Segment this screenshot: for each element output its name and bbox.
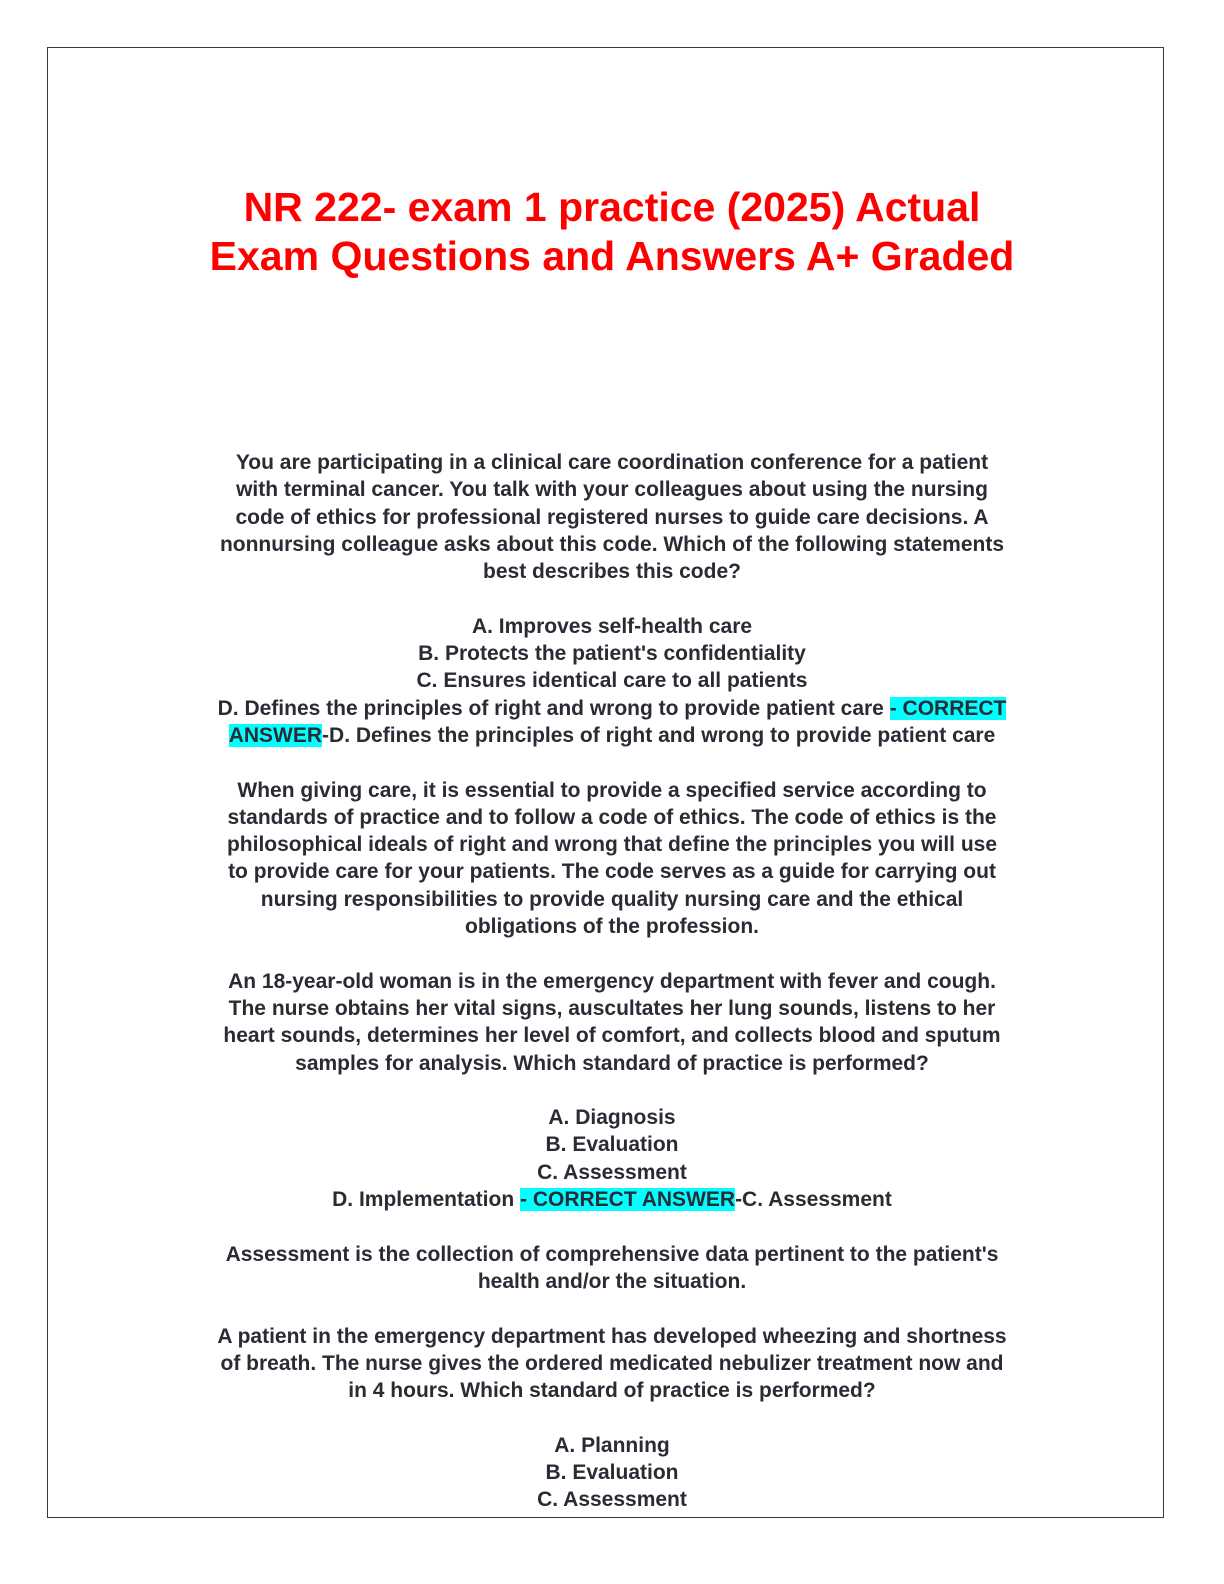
question-stem-line: nonnursing colleague asks about this code. Which of the following statements bbox=[219, 532, 1005, 556]
question-stem-line: best describes this code? bbox=[483, 560, 741, 584]
question-stem-line: of breath. The nurse gives the ordered medicated nebulizer treatment now and bbox=[220, 1351, 1004, 1375]
question-stem-line: A patient in the emergency department has developed wheezing and shortness bbox=[217, 1324, 1007, 1348]
document-body bbox=[140, 449, 1084, 1514]
rationale-line: health and/or the situation. bbox=[477, 1269, 747, 1293]
question-3-options bbox=[140, 1432, 1084, 1514]
question-1-rationale bbox=[140, 777, 1084, 941]
rationale-line: standards of practice and to follow a code of ethics. The code of ethics is the bbox=[227, 805, 997, 829]
answer-option: B. Evaluation bbox=[545, 1460, 679, 1484]
answer-option: C. Assessment bbox=[537, 1488, 687, 1512]
rationale-line: obligations of the profession. bbox=[465, 915, 759, 939]
question-stem-line: heart sounds, determines her level of comfort, and collects blood and sputum bbox=[223, 1024, 1001, 1048]
correct-answer-text: -C. Assessment bbox=[735, 1188, 892, 1212]
correct-answer-marker: ANSWER bbox=[228, 723, 323, 747]
question-stem-line: You are participating in a clinical care coordination conference for a patient bbox=[235, 451, 989, 474]
correct-answer-marker: - CORRECT bbox=[889, 696, 1007, 720]
question-stem-line: code of ethics for professional registered nurses to guide care decisions. A bbox=[235, 505, 989, 529]
answer-option-with-marker bbox=[140, 1186, 1084, 1213]
answer-option: D. Implementation bbox=[332, 1188, 515, 1212]
question-stem-line: An 18-year-old woman is in the emergency department with fever and cough. bbox=[228, 969, 996, 993]
answer-option: A. Planning bbox=[554, 1433, 670, 1457]
rationale-line: philosophical ideals of right and wrong that define the principles you will use bbox=[226, 833, 998, 857]
answer-option-with-marker bbox=[140, 695, 1084, 722]
question-3-stem bbox=[140, 1323, 1084, 1405]
question-stem-line: with terminal cancer. You talk with your colleagues about using the nursing bbox=[236, 478, 988, 502]
answer-line bbox=[140, 722, 1084, 749]
title-line-1: NR 222- exam 1 practice (2025) Actual bbox=[243, 184, 981, 230]
answer-option: C. Ensures identical care to all patients bbox=[416, 669, 808, 693]
question-2-stem bbox=[140, 968, 1084, 1077]
document-title bbox=[100, 183, 1124, 281]
answer-option: B. Evaluation bbox=[545, 1133, 679, 1157]
answer-option: A. Diagnosis bbox=[548, 1106, 676, 1130]
question-2-rationale bbox=[140, 1241, 1084, 1296]
question-stem-line: The nurse obtains her vital signs, auscultates her lung sounds, listens to her bbox=[228, 996, 996, 1020]
rationale-line: to provide care for your patients. The code serves as a guide for carrying out bbox=[228, 860, 996, 884]
answer-option: B. Protects the patient's confidentiality bbox=[418, 642, 806, 666]
answer-option: A. Improves self-health care bbox=[471, 614, 753, 638]
question-2-options bbox=[140, 1104, 1084, 1213]
answer-option: C. Assessment bbox=[537, 1160, 687, 1184]
correct-answer-marker: - CORRECT ANSWER bbox=[520, 1188, 736, 1212]
rationale-line: When giving care, it is essential to provide a specified service according to bbox=[237, 778, 987, 802]
title-line-2: Exam Questions and Answers A+ Graded bbox=[209, 233, 1015, 279]
question-1-stem bbox=[140, 449, 1084, 585]
answer-option: D. Defines the principles of right and wrong to provide patient care bbox=[217, 696, 884, 720]
question-stem-line: in 4 hours. Which standard of practice is performed? bbox=[348, 1379, 876, 1403]
correct-answer-text: -D. Defines the principles of right and wrong to provide patient care bbox=[322, 723, 996, 747]
rationale-line: nursing responsibilities to provide quality nursing care and the ethical bbox=[260, 887, 964, 911]
question-1-options bbox=[140, 613, 1084, 749]
question-stem-line: samples for analysis. Which standard of practice is performed? bbox=[295, 1051, 929, 1075]
rationale-line: Assessment is the collection of comprehensive data pertinent to the patient's bbox=[225, 1242, 999, 1266]
